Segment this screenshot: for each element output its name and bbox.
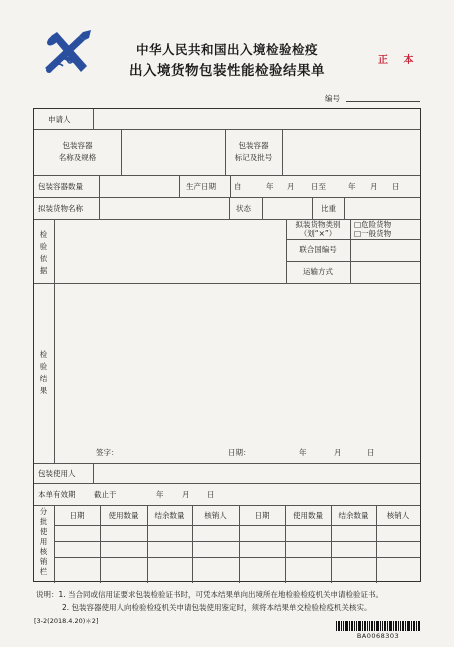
container-name-label-2: 名称及规格 xyxy=(58,153,97,162)
inspection-result-label: 检验结果 xyxy=(39,350,48,395)
valid-month-label: 月 xyxy=(182,490,190,499)
note-line-1: 说明：1. 当合同或信用证要求包装检验证书时，可凭本结果单向出境所在地检验检疫机关申请检验证书。 xyxy=(36,590,384,599)
row-divider xyxy=(34,175,420,176)
state-label: 状态 xyxy=(236,204,251,213)
un-number-field[interactable] xyxy=(351,240,419,260)
container-name-label: 包装容器 xyxy=(62,141,93,150)
number-field[interactable] xyxy=(346,101,420,102)
signature-label: 签字： xyxy=(96,448,119,457)
serial-number: BA0068303 xyxy=(356,632,400,640)
form-code: [3-2(2018.4.20)＊2] xyxy=(34,617,99,625)
row-divider xyxy=(54,525,420,526)
batch-header-date-2: 日期 xyxy=(254,511,270,520)
note-line-2: 2. 包装容器使用人向检验检疫机关申请包装使用鉴定时，须将本结果单交检验检疫机关核实。 xyxy=(62,603,372,612)
batch-header-verifier-2: 核销人 xyxy=(386,511,410,520)
day-to-label: 日至 xyxy=(311,182,326,191)
batch-header-date: 日期 xyxy=(69,511,85,520)
valid-year-label: 年 xyxy=(156,490,164,499)
state-field[interactable] xyxy=(263,198,311,218)
barcode-icon xyxy=(336,621,420,631)
inspection-basis-field[interactable] xyxy=(55,220,285,282)
transport-mode-field[interactable] xyxy=(351,262,419,282)
specific-gravity-field[interactable] xyxy=(345,198,419,218)
batch-header-balance-qty: 结余数量 xyxy=(154,511,185,520)
packaging-user-field[interactable] xyxy=(94,464,419,482)
applicant-label: 申请人 xyxy=(48,115,71,124)
container-quantity-label: 包装容器数量 xyxy=(38,182,83,191)
production-date-label: 生产日期 xyxy=(186,182,216,191)
batch-header-used-qty: 使用数量 xyxy=(108,511,139,520)
day-label-2: 日 xyxy=(392,182,400,191)
date-from-label: 自 xyxy=(234,182,242,191)
row-divider xyxy=(34,483,420,484)
valid-day-label: 日 xyxy=(207,490,215,499)
general-goods-checkbox[interactable]: □一般货物 xyxy=(354,229,392,238)
row-divider xyxy=(34,505,420,506)
document-title-line1: 中华人民共和国出入境检验检疫 xyxy=(135,42,318,57)
document-title-line2: 出入境货物包装性能检验结果单 xyxy=(129,63,325,79)
goods-category-hint: （划“×”） xyxy=(299,229,337,238)
year-label-2: 年 xyxy=(348,182,356,191)
result-day-label: 日 xyxy=(367,448,375,457)
goods-name-field[interactable] xyxy=(100,198,228,218)
inspection-basis-label: 检验依据 xyxy=(39,230,48,275)
batch-header-used-qty-2: 使用数量 xyxy=(293,511,323,520)
col-divider xyxy=(230,175,231,197)
result-date-label: 日期： xyxy=(228,448,251,457)
batch-header-verifier: 核销人 xyxy=(204,511,227,520)
container-mark-label-2: 标记及批号 xyxy=(234,153,273,162)
row-divider xyxy=(54,557,420,558)
month-label-2: 月 xyxy=(370,182,378,191)
container-quantity-field[interactable] xyxy=(100,176,178,196)
inspection-result-field[interactable] xyxy=(55,284,419,444)
valid-until-label: 截止于 xyxy=(94,490,117,499)
col-divider xyxy=(225,129,226,175)
number-label: 编号 xyxy=(325,94,340,103)
col-divider xyxy=(312,197,313,219)
form-table xyxy=(33,108,421,582)
year-label: 年 xyxy=(266,182,274,191)
transport-mode-label: 运输方式 xyxy=(303,267,333,276)
validity-label: 本单有效期 xyxy=(38,490,76,499)
result-month-label: 月 xyxy=(334,448,342,457)
month-label: 月 xyxy=(287,182,295,191)
dangerous-goods-checkbox[interactable]: □危险货物 xyxy=(354,220,392,229)
container-name-field[interactable] xyxy=(122,130,224,174)
batch-header-balance-qty-2: 结余数量 xyxy=(338,511,369,520)
col-divider xyxy=(229,197,230,219)
applicant-field[interactable] xyxy=(94,110,419,128)
batch-usage-section-label: 分批使用核销栏 xyxy=(39,507,48,576)
container-mark-field[interactable] xyxy=(283,130,419,174)
goods-name-label: 拟装货物名称 xyxy=(38,204,83,213)
un-number-label: 联合国编号 xyxy=(299,245,337,254)
original-copy-mark: 正 本 xyxy=(378,55,420,66)
packaging-user-label: 包装使用人 xyxy=(38,469,76,478)
goods-category-label: 拟装货物类别 xyxy=(295,220,341,229)
container-mark-label: 包装容器 xyxy=(238,141,269,150)
result-year-label: 年 xyxy=(299,448,307,457)
row-divider xyxy=(54,541,420,542)
specific-gravity-label: 比重 xyxy=(321,204,336,213)
col-divider xyxy=(179,175,180,197)
